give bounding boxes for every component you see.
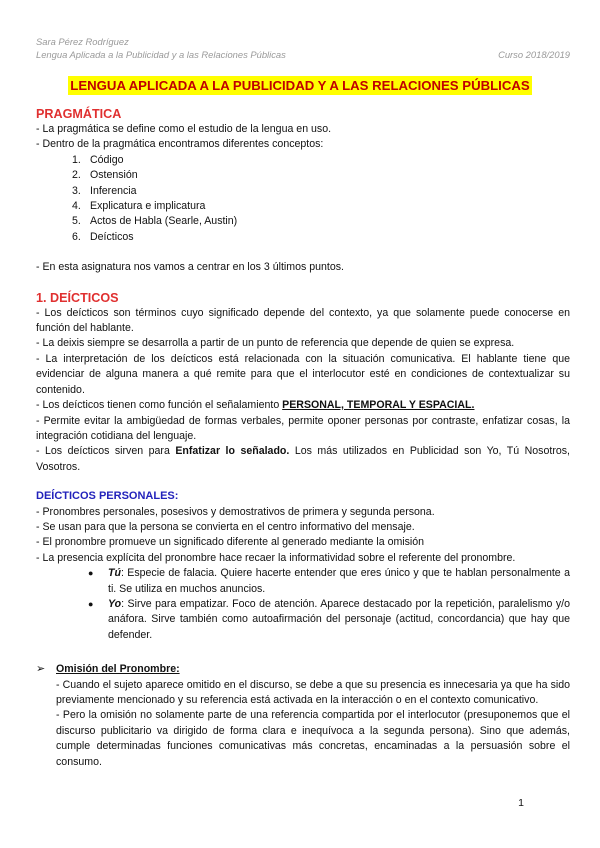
pronoun-bullet-list [36, 566, 570, 643]
deicticos-paragraph-1: - Los deícticos son términos cuyo significado depende del contexto, ya que solamente puede conocerse en función del hablante. [36, 306, 570, 335]
section-heading-deicticos: 1. DEÍCTICOS [36, 290, 119, 305]
personales-line-2: - Se usan para que la persona se convierta en el centro informativo del mensaje. [36, 520, 415, 533]
arrow-bullet-icon: ➢ [36, 663, 46, 676]
page-header [36, 35, 570, 61]
document-body [36, 106, 570, 770]
title-wrapper [0, 76, 600, 95]
omision-paragraph-1: - Cuando el sujeto aparece omitido en el discurso, se debe a que su presencia es innecesaria ya que ha sido previamente mencionado y su referencia está activada en la interacción o en el contexto comunicativo. [56, 678, 570, 706]
concept-item: 2. Ostensión [72, 169, 138, 182]
deicticos-paragraph-2: - La deixis siempre se desarrolla a partir de un punto de referencia que depende de quien se expresa. [36, 337, 515, 350]
document-title: LENGUA APLICADA A LA PUBLICIDAD Y A LAS RELACIONES PÚBLICAS [70, 78, 530, 93]
header-subject: Lengua Aplicada a la Publicidad y a las Relaciones Públicas [36, 49, 286, 60]
deicticos-paragraph-6: - Los deícticos sirven para Enfatizar lo señalado. Los más utilizados en Publicidad son Yo, Tú Nosotros, Vosotros. [36, 445, 570, 473]
concept-item: 3. Inferencia [72, 184, 137, 197]
deicticos-paragraph-4: - Los deícticos tienen como función el señalamiento PERSONAL, TEMPORAL Y ESPACIAL. [36, 399, 475, 412]
header-author: Sara Pérez Rodríguez [36, 36, 129, 47]
page-number: 1 [518, 797, 524, 809]
personales-line-4: - La presencia explícita del pronombre hace recaer la informatividad sobre el referente del pronombre. [36, 551, 516, 564]
emphasis-enfatizar: Enfatizar lo señalado. [175, 445, 290, 458]
personales-line-1: - Pronombres personales, posesivos y demostrativos de primera y segunda persona. [36, 505, 435, 518]
section-heading-omision: ➢ Omisión del Pronombre: [36, 662, 570, 677]
omision-paragraph-2: - Pero la omisión no solamente parte de una referencia compartida por el interlocutor (presuponemos que el discurso publicitario va dirigido de forma clara e inequívoca a la segunda persona). Sino que además, cumple determinadas funciones comunicativas más concretas, encaminadas a la persuasión sobre el consumo. [56, 709, 570, 768]
pragmatica-line-1: - La pragmática se define como el estudio de la lengua en uso. [36, 123, 332, 135]
section-heading-personales: DEÍCTICOS PERSONALES: [36, 490, 179, 503]
list-item: ● Yo: Sirve para empatizar. Foco de atención. Aparece destacado por la repetición, paralelismo y/o anáfora. Sirve también como autoafirmación del personaje (actitud, concordancia) que hay que defender. [88, 597, 570, 641]
emphasis-personal-temporal-espacial: PERSONAL, TEMPORAL Y ESPACIAL. [282, 399, 475, 412]
pragmatica-line-2: - Dentro de la pragmática encontramos diferentes conceptos: [36, 138, 324, 151]
concept-item: 4. Explicatura e implicatura [72, 200, 206, 213]
pragmatica-note: - En esta asignatura nos vamos a centrar en los 3 últimos puntos. [36, 261, 344, 274]
deicticos-paragraph-3: - La interpretación de los deícticos está relacionada con la situación comunicativa. El hablante tiene que evidenciar de alguna manera a qué remite para que el interlocutor esté en condiciones de contextualizar su contenido. [36, 352, 570, 396]
section-heading-pragmatica: PRAGMÁTICA [36, 107, 122, 121]
bullet-dot-icon: ● [88, 598, 94, 609]
concept-item: 6. Deícticos [72, 230, 134, 243]
concepts-list [36, 153, 570, 245]
personales-line-3: - El pronombre promueve un significado diferente al generado mediante la omisión [36, 536, 425, 549]
bullet-dot-icon: ● [88, 568, 94, 579]
header-course: Curso 2018/2019 [498, 49, 570, 60]
deicticos-paragraph-5: - Permite evitar la ambigüedad de formas verbales, permite oponer personas por contraste, enfatizar cosas, la integración cotidiana del lenguaje. [36, 414, 570, 442]
list-item: ● Tú: Especie de falacia. Quiere hacerte entender que eres único y que te hablan personalmente a ti. Se utiliza en muchos anuncios. [88, 567, 570, 595]
concept-item: 1. Código [72, 153, 124, 166]
concept-item: 5. Actos de Habla (Searle, Austin) [72, 215, 238, 228]
